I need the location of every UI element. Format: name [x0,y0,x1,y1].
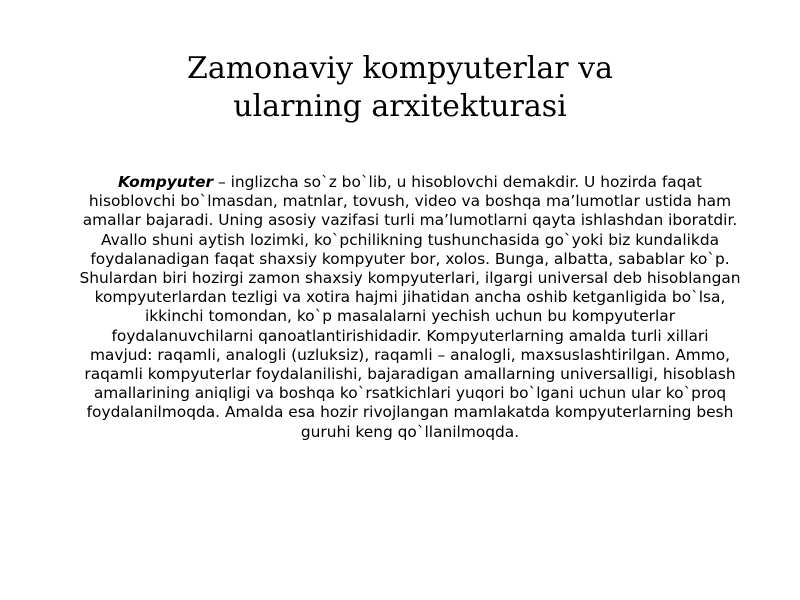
slide-title: Zamonaviy kompyuterlar va ularning arxitekturasi [187,51,613,124]
slide-paragraph [78,173,742,442]
paragraph-text: – inglizcha so`z bo`lib, u hisoblovchi demakdir. U hozirda faqat hisoblovchi bo`lmasdan, matnlar, tovush, video va boshqa ma’lumotlar ustida ham amallar bajaradi. Uning asosiy vazifasi turli ma’lumotlarni qayta ishlashdan iboratdir. Avallo shuni aytish lozimki, ko`pchilikning tushunchasida go`yoki biz kundalikda foydalanadigan faqat shaxsiy kompyuter bor, xolos. Bunga, albatta, sabablar ko`p. Shulardan biri hozirgi zamon shaxsiy kompyuterlari, ilgargi universal deb hisoblangan kompyuterlardan tezligi va xotira hajmi jihatidan ancha oshib ketganligida bo`lsa, ikkinchi tomondan, ko`p masalalarni yechish uchun bu kompyuterlar foydalanuvchilarni qanoatlantirishidadir. Kompyuterlarning amalda turli xillari mavjud: raqamli, analogli (uzluksiz), raqamli – analogli, maxsuslashtirilgan. Ammo, raqamli kompyuterlar foydalanilishi, bajaradigan amallarning universalligi, hisoblash amallarining aniqligi va boshqa ko`rsatkichlari yuqori bo`lgani uchun ular ko`proq foydalanilmoqda. Amalda esa hozir rivojlangan mamlakatda kompyuterlarning besh guruhi keng qo`llanilmoqda. [79,173,741,441]
term-kompyuter: Kompyuter [118,173,214,191]
